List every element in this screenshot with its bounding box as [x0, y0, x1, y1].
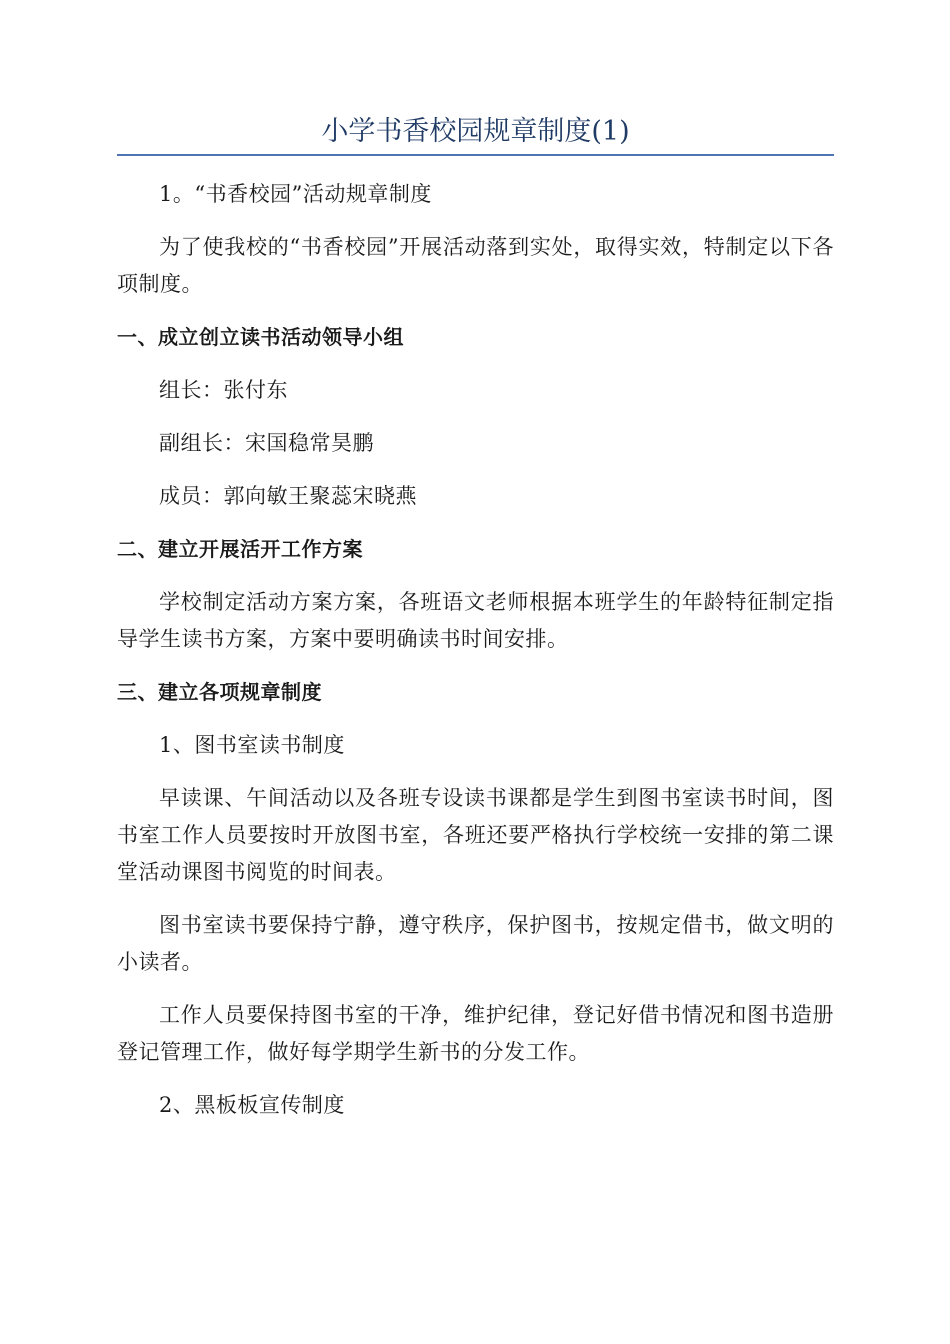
heading-work-plan: 二、建立开展活开工作方案	[117, 537, 363, 561]
title-underline	[117, 154, 834, 156]
heading-leadership-group: 一、成立创立读书活动领导小组	[117, 325, 404, 349]
paragraph-library-rules-title: 1、图书室读书制度	[159, 733, 345, 757]
paragraph-work-plan: 学校制定活动方案方案，各班语文老师根据本班学生的年龄特征制定指导学生读书方案，方案中要明确读书时间安排。	[117, 590, 834, 651]
paragraph-library-times: 早读课、午间活动以及各班专设读书课都是学生到图书室读书时间，图书室工作人员要按时开放图书室，各班还要严格执行学校统一安排的第二课堂活动课图书阅览的时间表。	[117, 786, 834, 884]
heading-rules: 三、建立各项规章制度	[117, 680, 322, 704]
paragraph-library-staff: 工作人员要保持图书室的干净，维护纪律，登记好借书情况和图书造册登记管理工作，做好每学期学生新书的分发工作。	[117, 1003, 834, 1064]
paragraph-activity-rules: 1。“书香校园”活动规章制度	[159, 182, 432, 206]
document-body	[117, 176, 834, 1140]
paragraph-library-conduct: 图书室读书要保持宁静，遵守秩序，保护图书，按规定借书，做文明的小读者。	[117, 913, 834, 974]
document-title: 小学书香校园规章制度(1)	[321, 116, 630, 147]
paragraph-intro: 为了使我校的“书香校园”开展活动落到实处，取得实效，特制定以下各项制度。	[117, 235, 834, 296]
paragraph-blackboard-rules-title: 2、黑板板宣传制度	[159, 1093, 345, 1117]
paragraph-deputy-leader: 副组长：宋国稳常昊鹏	[159, 431, 374, 455]
paragraph-group-leader: 组长：张付东	[159, 378, 288, 402]
paragraph-members: 成员：郭向敏王聚蕊宋晓燕	[159, 484, 417, 508]
